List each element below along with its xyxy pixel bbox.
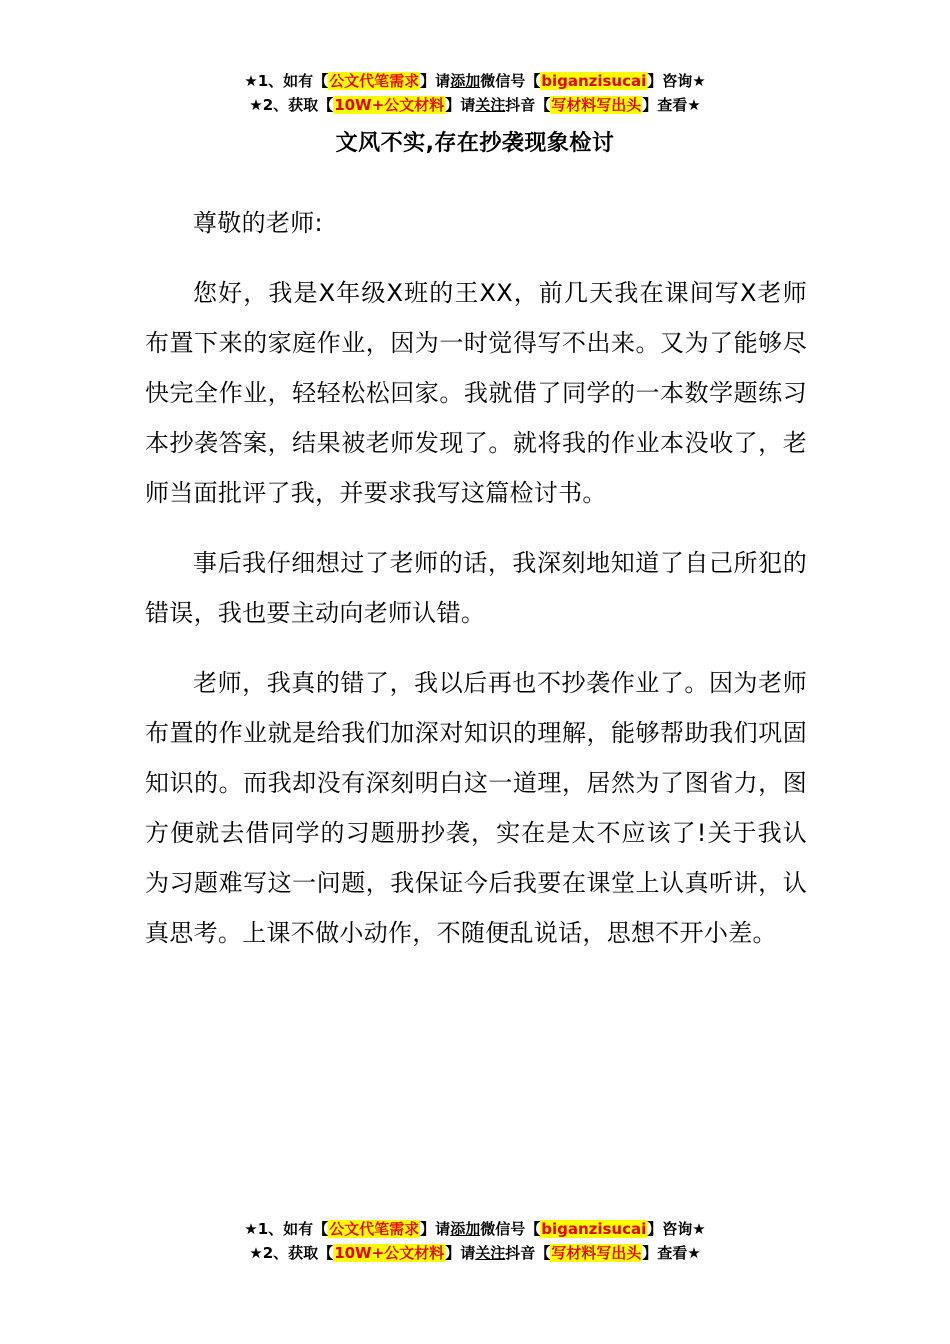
promo-text: 】咨询★ [647,72,706,90]
paragraph-1: 您好，我是X年级X班的王XX，前几天我在课间写X老师布置下来的家庭作业，因为一时觉得写不出来。又为了能够尽快完全作业，轻轻松松回家。我就借了同学的一本数学题练习本抄袭答案，结果被老师发现了。就将我的作业本没收了，老师当面批评了我，并要求我写这篇检讨书。 [145,279,807,507]
promo-underline: 关注 [475,96,506,114]
promo-highlight-douyin: 写材料写出头 [551,96,642,114]
promo-line-1 [0,69,950,93]
paragraph-2: 事后我仔细想过了老师的话，我深刻地知道了自己所犯的错误，我也要主动向老师认错。 [145,549,807,627]
promo-text: 】请 [445,96,476,114]
promo-underline: 关注 [475,1244,506,1262]
promo-text: 】查看★ [642,96,701,114]
promo-highlight: 10W+公文材料 [334,96,445,114]
promo-highlight: 10W+公文材料 [334,1244,445,1262]
promo-text: 】咨询★ [647,1220,706,1238]
paragraph-3: 老师，我真的错了，我以后再也不抄袭作业了。因为老师布置的作业就是给我们加深对知识的理解，能够帮助我们巩固知识的。而我却没有深刻明白这一道理，居然为了图省力，图方便就去借同学的习题册抄袭，实在是太不应该了!关于我认为习题难写这一问题，我保证今后我要在课堂上认真听讲，认真思考。上课不做小动作，不随便乱说话，思想不开小差。 [145,669,807,947]
promo-highlight: 公文代笔需求 [329,1220,420,1238]
promo-highlight-douyin: 写材料写出头 [551,1244,642,1262]
promo-highlight-wechat: biganzisucai [541,72,647,90]
document-body [145,198,807,978]
salutation: 尊敬的老师: [193,209,323,237]
promo-text: 抖音【 [505,1244,551,1262]
promo-text: 】请 [445,1244,476,1262]
promo-underline: 添加 [450,72,481,90]
promo-text: ★2、获取【 [249,96,334,114]
promo-text: 】查看★ [642,1244,701,1262]
document-title: 文风不实,存在抄袭现象检讨 [335,131,615,156]
promo-text: ★1、如有【 [244,72,329,90]
promo-line-2 [0,1241,950,1265]
footer-promo [0,1217,950,1265]
promo-text: 】请 [420,72,451,90]
promo-text: 微信号【 [480,1220,541,1238]
promo-highlight: 公文代笔需求 [329,72,420,90]
promo-text: 】请 [420,1220,451,1238]
promo-text: 抖音【 [505,96,551,114]
promo-text: ★2、获取【 [249,1244,334,1262]
promo-underline: 添加 [450,1220,481,1238]
promo-highlight-wechat: biganzisucai [541,1220,647,1238]
promo-text: 微信号【 [480,72,541,90]
header-promo [0,69,950,117]
promo-text: ★1、如有【 [244,1220,329,1238]
promo-line-2 [0,93,950,117]
promo-line-1 [0,1217,950,1241]
